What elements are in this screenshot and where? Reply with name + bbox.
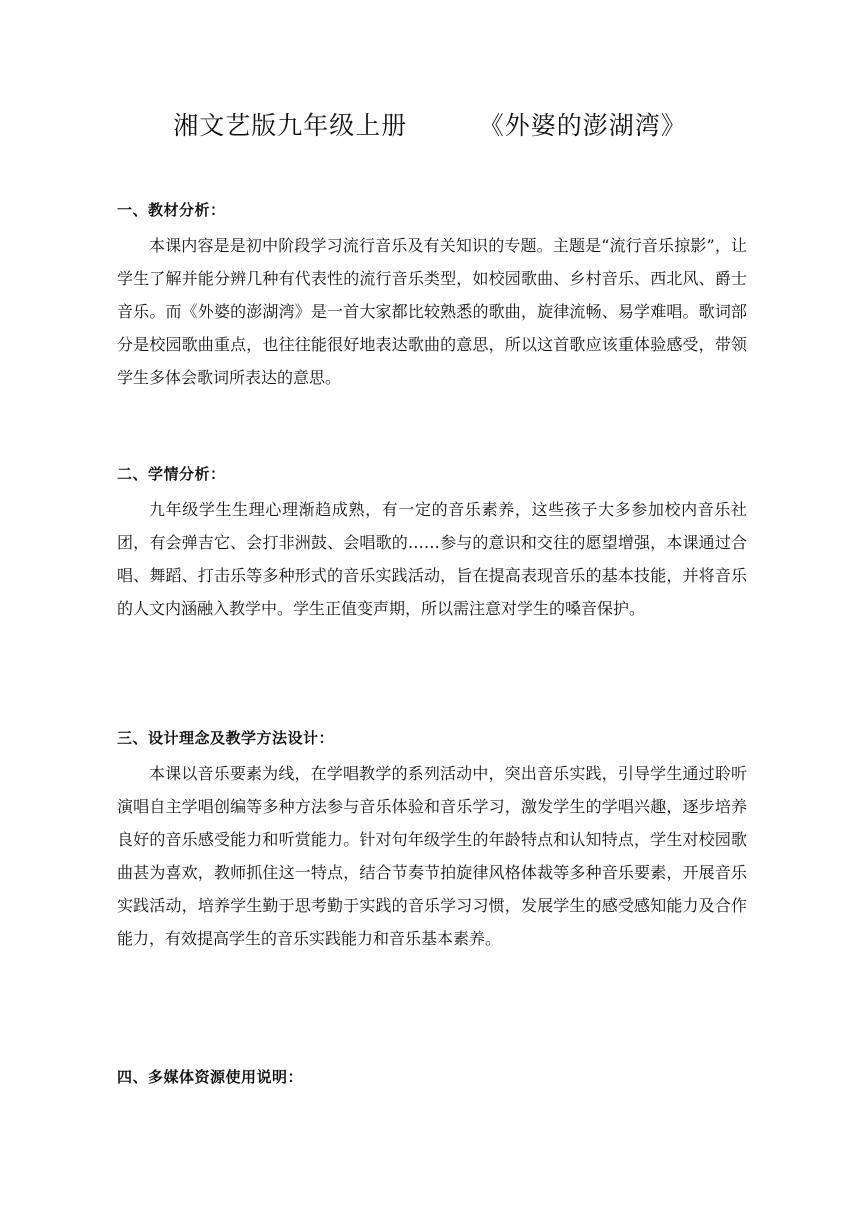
section-heading-design-concept: 三、设计理念及教学方法设计：: [117, 729, 335, 747]
section-body-textbook-analysis: 本课内容是是初中阶段学习流行音乐及有关知识的专题。主题是“流行音乐掠影”，让学生了解并能分辨几种有代表性的流行音乐类型，如校园歌曲、乡村音乐、西北风、爵士音乐。而《外婆的澎湖湾》是一首大家都比较熟悉的歌曲，旋律流畅、易学难唱。歌词部分是校园歌曲重点，也往往能很好地表达歌曲的意思，所以这首歌应该重体验感受，带领学生多体会歌词所表达的意思。: [117, 236, 747, 387]
section-heading-multimedia: 四、多媒体资源使用说明：: [117, 1068, 304, 1086]
section-body-student-analysis: 九年级学生生理心理渐趋成熟，有一定的音乐素养，这些孩子大多参加校内音乐社团，有会弹吉它、会打非洲鼓、会唱歌的……参与的意识和交往的愿望增强，本课通过合唱、舞蹈、打击乐等多种形式的音乐实践活动，旨在提高表现音乐的基本技能，并将音乐的人文内涵融入教学中。学生正值变声期，所以需注意对学生的嗓音保护。: [117, 500, 747, 618]
section-heading-student-analysis: 二、学情分析：: [117, 465, 226, 483]
section-heading-textbook-analysis: 一、教材分析：: [117, 201, 226, 219]
section-body-design-concept: 本课以音乐要素为线，在学唱教学的系列活动中，突出音乐实践，引导学生通过聆听演唱自主学唱创编等多种方法参与音乐体验和音乐学习，激发学生的学唱兴趣，逐步培养良好的音乐感受能力和听赏能力。针对句年级学生的年龄特点和认知特点，学生对校园歌曲甚为喜欢，教师抓住这一特点，结合节奏节拍旋律风格体裁等多种音乐要素，开展音乐实践活动，培养学生勤于思考勤于实践的音乐学习习惯，发展学生的感受感知能力及合作能力，有效提高学生的音乐实践能力和音乐基本素养。: [117, 764, 747, 948]
document-title: 湘文艺版九年级上册 《外婆的澎湖湾》: [173, 111, 687, 140]
